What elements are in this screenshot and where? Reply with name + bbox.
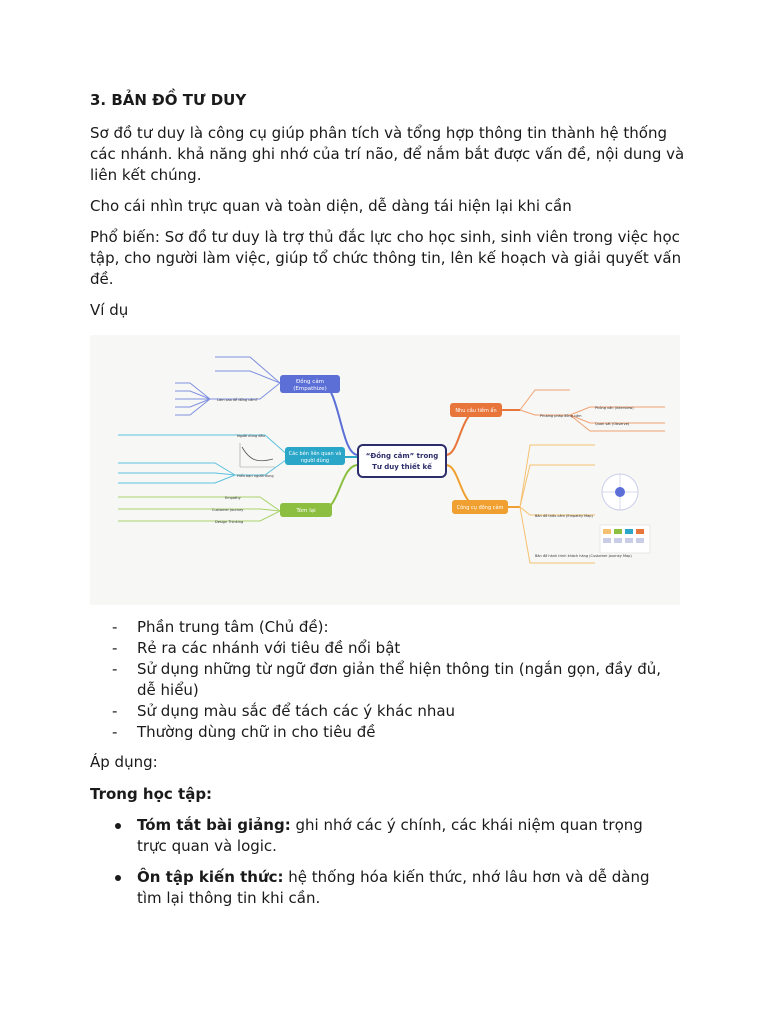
sub-customer-journey: Customer Journey [212, 508, 244, 512]
list-item [112, 722, 672, 743]
bullet-dot-icon [115, 823, 121, 829]
paragraph-popularity: Phổ biến: Sơ đồ tư duy là trợ thủ đắc lực cho học sinh, sinh viên trong việc học tập, cho người làm việc, giúp tổ chức thông tin, lên kế hoạch và giải quyết vấn đề. [90, 228, 682, 288]
sub-how-to-empathize: Làm sao để đồng cảm? [217, 398, 258, 402]
tools-sub-lines [520, 445, 595, 563]
sub-empathy-methods: Phương pháp đồng cảm [540, 414, 582, 418]
list-item [112, 659, 672, 701]
list-item-text: Sử dụng màu sắc để tách các ý khác nhau [137, 702, 456, 720]
empathize-sub-lines [175, 357, 280, 415]
sub-empathy-map: Bản đồ thấu cảm (Empathy Map) [535, 514, 593, 518]
list-item-text: Sử dụng những từ ngữ đơn giản thể hiện thông tin (ngắn gọn, đầy đủ, dễ hiểu) [137, 660, 662, 699]
paragraph-definition: Sơ đồ tư duy là công cụ giúp phân tích và tổng hợp thông tin thành hệ thống các nhánh. khả năng ghi nhớ của trí não, để nắm bắt được vấn đề, nội dung và liên kết chúng. [90, 124, 685, 184]
dash-marker: - [112, 702, 118, 720]
bullet-term: Tóm tắt bài giảng: [137, 816, 291, 834]
bullet-dot-icon [115, 875, 121, 881]
list-item [112, 617, 672, 638]
sub-customer-journey-map: Bản đồ hành trình khách hàng (Customer Journey Map) [535, 554, 632, 558]
list-item [112, 867, 672, 909]
mindmap-figure [90, 335, 680, 605]
sub-design-thinking: Design Thinking [215, 520, 244, 524]
sub-interview: Phỏng vấn (Interview) [595, 406, 634, 410]
dash-marker: - [112, 723, 118, 741]
branch-empathize-line-1: Đồng cảm [295, 379, 325, 385]
center-line-2: Tư duy thiết kế [372, 463, 432, 471]
paragraph-overview: Cho cái nhìn trực quan và toàn diện, dễ dàng tái hiện lại khi cần [90, 197, 572, 215]
mini-graph-illustration [240, 443, 275, 467]
feature-dash-list [112, 617, 672, 743]
document-body [90, 90, 690, 321]
branch-summary-label: Tóm lại [296, 508, 316, 514]
bullet-description: ghi nhớ các ý chính, các khái niệm quan trọng trực quan và logic. [137, 816, 643, 855]
apply-label: Áp dụng: [90, 753, 158, 771]
list-item-text: Thường dùng chữ in cho tiêu đề [137, 723, 376, 741]
branch-tools-label: Công cụ đồng cảm [456, 505, 504, 511]
sub-understand-users: Hiểu bạn người dùng [237, 474, 274, 478]
branch-hidden-needs-label: Nhu cầu tiềm ẩn [455, 408, 497, 414]
hidden-needs-sub-lines [520, 390, 665, 431]
sub-lead-users: Người dùng đầu [237, 434, 265, 438]
center-line-1: “Đồng cảm” trong [365, 452, 439, 460]
study-bullet-list [112, 815, 672, 919]
dash-marker: - [112, 639, 118, 657]
summary-sub-lines [118, 497, 280, 521]
bullet-term: Ôn tập kiến thức: [137, 868, 284, 886]
journey-map-illustration [600, 525, 650, 553]
mindmap-diagram [90, 335, 680, 605]
study-heading: Trong học tập: [90, 785, 213, 803]
branch-stakeholders-line-2: người dùng [300, 458, 330, 464]
branch-stakeholders-line-1: Các bên liên quan và [288, 451, 342, 457]
bullet-description: hệ thống hóa kiến thức, nhớ lâu hơn và dễ dàng tìm lại thông tin khi cần. [137, 868, 650, 907]
dash-marker: - [112, 618, 118, 636]
connector-empathize [280, 383, 358, 455]
list-item [112, 638, 672, 659]
paragraph-example-label: Ví dụ [90, 301, 129, 319]
sub-empathy: Empathy [225, 496, 241, 500]
list-item [112, 701, 672, 722]
list-item-text: Rẻ ra các nhánh với tiêu đề nổi bật [137, 639, 401, 657]
list-item [112, 815, 672, 857]
sub-observe: Quan sát (Observe) [595, 422, 630, 426]
section-heading: 3. BẢN ĐỒ TƯ DUY [90, 91, 247, 109]
empathy-map-illustration [602, 474, 638, 510]
list-item-text: Phần trung tâm (Chủ đề): [137, 618, 329, 636]
mindmap-center-node [358, 445, 446, 477]
dash-marker: - [112, 660, 118, 678]
branch-empathize-line-2: (Empathize) [293, 386, 327, 392]
